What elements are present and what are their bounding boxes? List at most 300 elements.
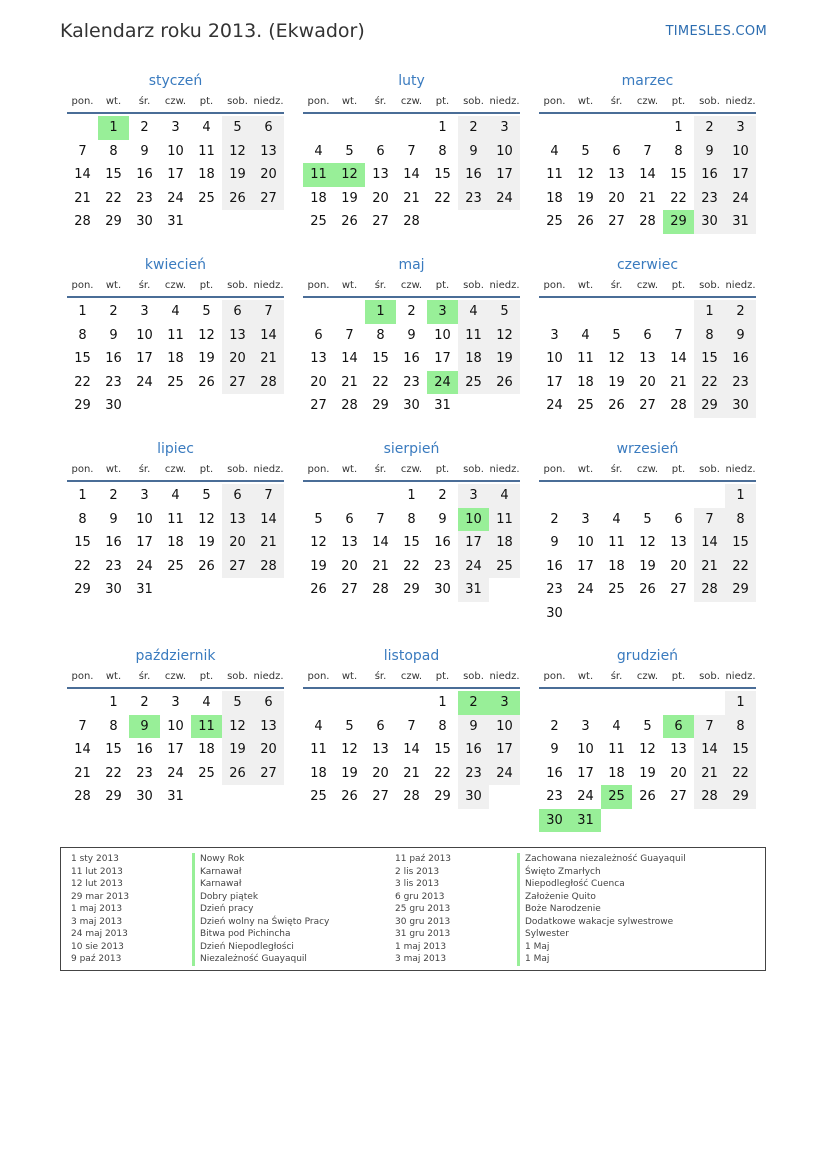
week-row: [303, 140, 520, 164]
holiday-date: 1 maj 2013: [395, 941, 447, 952]
holiday-date: 25 gru 2013: [395, 904, 451, 914]
weekday-label: czw.: [164, 96, 187, 107]
day-cell: 27: [670, 582, 687, 597]
day-cell: 11: [198, 143, 215, 159]
day-cell: 15: [725, 531, 756, 555]
weekday-label: wt.: [577, 671, 594, 682]
day-cell: 20: [222, 347, 253, 371]
week-row: [303, 715, 520, 739]
empty-cell: [334, 300, 365, 324]
day-cell: 14: [253, 508, 284, 532]
week-row: [67, 187, 284, 211]
month-name: kwiecień: [144, 257, 207, 273]
holiday-name: Święto Zmarłych: [517, 866, 686, 879]
day-cell: 27: [608, 214, 625, 229]
day-cell: 3: [171, 695, 180, 710]
empty-cell: [601, 602, 632, 626]
weekday-label: pt.: [199, 464, 214, 475]
week-row: [539, 394, 756, 418]
weekday-label: pt.: [435, 96, 450, 107]
day-cell: 9: [458, 715, 489, 739]
week-row: [539, 300, 756, 324]
day-cell: 9: [109, 511, 118, 527]
month-5: [303, 254, 520, 418]
month-3: [539, 70, 756, 234]
day-cell: 4: [314, 143, 323, 159]
empty-cell: [539, 300, 570, 324]
day-cell: 24: [725, 187, 756, 211]
holiday-name: Niezależność Guayaquil: [192, 953, 329, 966]
day-cell: 20: [639, 374, 656, 390]
day-cell: 25: [198, 190, 215, 206]
weekday-label: sob.: [699, 96, 720, 107]
day-cell: 15: [434, 167, 451, 182]
day-cell: 15: [725, 738, 756, 762]
day-cell: 11: [546, 167, 563, 182]
day-cell: 17: [136, 351, 153, 366]
day-cell: 23: [105, 374, 122, 390]
empty-cell: [191, 210, 222, 234]
day-cell: 29: [74, 398, 91, 413]
day-cell: 7: [407, 143, 416, 159]
weekday-label: pt.: [671, 280, 686, 291]
day-cell: 5: [222, 116, 253, 140]
day-cell: 22: [694, 371, 725, 395]
month-2: [303, 70, 520, 234]
holiday-dates-col-2: [395, 853, 451, 966]
day-cell: 17: [434, 351, 451, 366]
day-cell: 21: [694, 762, 725, 786]
weekday-label: wt.: [105, 464, 122, 475]
day-cell: 28: [253, 555, 284, 579]
month-name: grudzień: [616, 648, 679, 664]
weekday-header: [303, 93, 520, 114]
weekday-header: [67, 668, 284, 689]
day-cell: 22: [670, 190, 687, 206]
day-cell: 20: [253, 163, 284, 187]
day-cell: 23: [136, 765, 153, 781]
week-row: [303, 555, 520, 579]
weekday-label: pt.: [671, 96, 686, 107]
weekday-header: [539, 668, 756, 689]
weekday-label: sob.: [227, 280, 248, 291]
day-cell: 28: [74, 214, 91, 229]
day-cell: 8: [109, 143, 118, 159]
day-cell: 15: [403, 535, 420, 550]
empty-cell: [67, 691, 98, 715]
empty-cell: [365, 691, 396, 715]
day-cell: 16: [546, 765, 563, 781]
day-cell: 17: [577, 558, 594, 574]
day-cell: 10: [577, 742, 594, 757]
empty-cell: [663, 602, 694, 626]
week-row: [303, 578, 520, 602]
weekday-label: niedz.: [253, 96, 284, 107]
day-cell: 23: [458, 187, 489, 211]
day-cell: 9: [550, 535, 559, 550]
day-cell: 15: [74, 535, 91, 550]
day-cell: 27: [372, 214, 389, 229]
month-11: [303, 645, 520, 809]
day-cell: 1: [725, 691, 756, 715]
day-cell: 9: [458, 140, 489, 164]
day-cell: 14: [403, 742, 420, 757]
holiday-day-cell: 11: [191, 715, 222, 739]
week-row: [539, 210, 756, 234]
day-cell: 23: [105, 558, 122, 574]
weekday-label: niedz.: [253, 464, 284, 475]
holiday-date: 9 paź 2013: [71, 954, 122, 964]
day-cell: 8: [78, 511, 87, 527]
empty-cell: [694, 484, 725, 508]
empty-cell: [725, 809, 756, 833]
weekday-label: pt.: [199, 671, 214, 682]
day-cell: 31: [167, 789, 184, 804]
day-cell: 9: [407, 327, 416, 343]
day-cell: 16: [725, 347, 756, 371]
month-8: [303, 438, 520, 602]
empty-cell: [663, 809, 694, 833]
day-cell: 2: [725, 300, 756, 324]
holiday-name: 1 Maj: [517, 953, 686, 966]
empty-cell: [663, 691, 694, 715]
holiday-name: Boże Narodzenie: [517, 903, 686, 916]
day-cell: 9: [694, 140, 725, 164]
week-row: [539, 578, 756, 602]
empty-cell: [539, 484, 570, 508]
day-cell: 23: [694, 187, 725, 211]
day-cell: 14: [341, 351, 358, 366]
day-cell: 25: [198, 765, 215, 781]
holiday-day-cell: 10: [458, 508, 489, 532]
day-cell: 6: [345, 511, 354, 527]
day-cell: 27: [310, 398, 327, 413]
holiday-date: 11 lut 2013: [71, 866, 123, 877]
day-cell: 17: [546, 374, 563, 390]
day-cell: 1: [78, 488, 87, 503]
day-cell: 17: [167, 742, 184, 757]
holiday-list: [60, 847, 766, 971]
day-cell: 24: [136, 558, 153, 574]
day-cell: 7: [407, 718, 416, 734]
site-link[interactable]: TIMESLES.COM: [665, 24, 767, 39]
day-cell: 20: [670, 765, 687, 781]
day-cell: 11: [577, 351, 594, 366]
empty-cell: [253, 578, 284, 602]
holiday-name: Założenie Quito: [517, 891, 686, 904]
empty-cell: [160, 578, 191, 602]
day-cell: 7: [78, 718, 87, 734]
day-cell: 23: [725, 371, 756, 395]
weekday-label: czw.: [636, 96, 659, 107]
week-row: [67, 394, 284, 418]
day-cell: 22: [105, 190, 122, 206]
day-cell: 27: [341, 582, 358, 597]
day-cell: 27: [639, 398, 656, 413]
empty-cell: [489, 578, 520, 602]
day-cell: 4: [489, 484, 520, 508]
day-cell: 12: [222, 715, 253, 739]
day-cell: 9: [109, 327, 118, 343]
day-cell: 21: [403, 190, 420, 206]
empty-cell: [570, 300, 601, 324]
day-cell: 26: [577, 214, 594, 229]
day-cell: 2: [550, 511, 559, 527]
empty-cell: [539, 691, 570, 715]
day-cell: 19: [341, 765, 358, 781]
day-cell: 11: [167, 511, 184, 527]
day-cell: 30: [136, 214, 153, 229]
day-cell: 26: [198, 374, 215, 390]
day-cell: 10: [577, 535, 594, 550]
day-cell: 1: [407, 488, 416, 503]
week-row: [303, 163, 520, 187]
day-cell: 28: [403, 789, 420, 804]
day-cell: 3: [725, 116, 756, 140]
day-cell: 22: [74, 374, 91, 390]
day-cell: 5: [202, 488, 211, 503]
holiday-date: 3 maj 2013: [395, 954, 447, 964]
weekday-header: [67, 461, 284, 482]
empty-cell: [303, 484, 334, 508]
day-cell: 20: [608, 190, 625, 206]
weekday-label: śr.: [138, 280, 151, 291]
empty-cell: [570, 116, 601, 140]
week-row: [303, 762, 520, 786]
day-cell: 24: [167, 765, 184, 781]
day-cell: 12: [577, 167, 594, 182]
weekday-label: pon.: [71, 96, 94, 107]
month-1: [67, 70, 284, 234]
empty-cell: [570, 602, 601, 626]
weekday-label: sob.: [463, 464, 484, 475]
weekday-label: śr.: [138, 464, 151, 475]
day-cell: 16: [434, 535, 451, 550]
day-cell: 6: [643, 327, 652, 343]
day-cell: 19: [198, 351, 215, 366]
week-row: [303, 508, 520, 532]
month-7: [67, 438, 284, 602]
day-cell: 18: [167, 535, 184, 550]
day-cell: 18: [458, 347, 489, 371]
day-cell: 7: [643, 143, 652, 159]
day-cell: 28: [694, 578, 725, 602]
week-row: [539, 531, 756, 555]
month-4: [67, 254, 284, 418]
holiday-date: 11 paź 2013: [395, 854, 452, 864]
day-cell: 12: [639, 742, 656, 757]
month-name: lipiec: [157, 441, 194, 457]
week-row: [539, 715, 756, 739]
month-9: [539, 438, 756, 625]
empty-cell: [334, 484, 365, 508]
day-cell: 10: [489, 140, 520, 164]
day-cell: 22: [372, 374, 389, 390]
day-cell: 19: [222, 163, 253, 187]
day-cell: 25: [310, 214, 327, 229]
empty-cell: [396, 116, 427, 140]
weekday-label: pon.: [307, 464, 330, 475]
day-cell: 13: [253, 715, 284, 739]
day-cell: 29: [725, 785, 756, 809]
month-name: styczeń: [148, 73, 203, 89]
holiday-day-cell: 1: [98, 116, 129, 140]
empty-cell: [67, 116, 98, 140]
day-cell: 28: [694, 785, 725, 809]
day-cell: 24: [577, 789, 594, 804]
weekday-label: sob.: [227, 96, 248, 107]
day-cell: 23: [136, 190, 153, 206]
day-cell: 28: [253, 371, 284, 395]
day-cell: 31: [434, 398, 451, 413]
weekday-label: pon.: [543, 671, 566, 682]
day-cell: 5: [222, 691, 253, 715]
week-row: [67, 531, 284, 555]
weekday-label: śr.: [610, 280, 623, 291]
day-cell: 26: [341, 789, 358, 804]
day-cell: 10: [546, 351, 563, 366]
weekday-label: wt.: [577, 464, 594, 475]
weekday-label: czw.: [636, 280, 659, 291]
day-cell: 25: [489, 555, 520, 579]
day-cell: 20: [670, 558, 687, 574]
empty-cell: [253, 210, 284, 234]
day-cell: 31: [725, 210, 756, 234]
day-cell: 14: [639, 167, 656, 182]
holiday-date: 12 lut 2013: [71, 879, 123, 889]
day-cell: 7: [253, 484, 284, 508]
day-cell: 29: [694, 394, 725, 418]
week-row: [303, 738, 520, 762]
holiday-names-col-1: [192, 853, 329, 966]
week-row: [539, 762, 756, 786]
day-cell: 27: [253, 187, 284, 211]
weekday-label: czw.: [400, 464, 423, 475]
week-row: [67, 555, 284, 579]
week-row: [303, 116, 520, 140]
day-cell: 12: [222, 140, 253, 164]
day-cell: 1: [109, 695, 118, 710]
week-row: [67, 116, 284, 140]
day-cell: 29: [74, 582, 91, 597]
day-cell: 26: [489, 371, 520, 395]
holiday-day-cell: 30: [539, 809, 570, 833]
day-cell: 22: [74, 558, 91, 574]
day-cell: 23: [403, 374, 420, 390]
weekday-label: niedz.: [725, 671, 756, 682]
weekday-label: wt.: [105, 280, 122, 291]
day-cell: 14: [74, 167, 91, 182]
day-cell: 15: [434, 742, 451, 757]
day-cell: 5: [345, 718, 354, 734]
empty-cell: [601, 809, 632, 833]
day-cell: 14: [253, 324, 284, 348]
weekday-label: śr.: [374, 96, 387, 107]
empty-cell: [427, 210, 458, 234]
day-cell: 3: [171, 120, 180, 135]
day-cell: 2: [550, 718, 559, 734]
holiday-day-cell: 29: [663, 210, 694, 234]
day-cell: 21: [403, 765, 420, 781]
empty-cell: [632, 116, 663, 140]
day-cell: 24: [167, 190, 184, 206]
day-cell: 4: [314, 718, 323, 734]
empty-cell: [458, 394, 489, 418]
day-cell: 30: [105, 582, 122, 597]
weekday-label: śr.: [138, 671, 151, 682]
day-cell: 8: [407, 511, 416, 527]
day-cell: 31: [136, 582, 153, 597]
day-cell: 12: [489, 324, 520, 348]
day-cell: 28: [74, 789, 91, 804]
week-row: [67, 508, 284, 532]
week-row: [539, 691, 756, 715]
empty-cell: [601, 691, 632, 715]
day-cell: 8: [438, 718, 447, 734]
day-cell: 28: [341, 398, 358, 413]
day-cell: 2: [140, 120, 149, 135]
day-cell: 30: [546, 605, 563, 621]
day-cell: 1: [438, 120, 447, 135]
holiday-day-cell: 11: [303, 163, 334, 187]
month-name: marzec: [621, 73, 674, 89]
empty-cell: [160, 394, 191, 418]
weekday-label: śr.: [610, 671, 623, 682]
holiday-date: 6 gru 2013: [395, 891, 445, 902]
day-cell: 19: [577, 190, 594, 206]
day-cell: 4: [458, 300, 489, 324]
empty-cell: [365, 116, 396, 140]
day-cell: 9: [140, 143, 149, 159]
day-cell: 7: [674, 327, 683, 343]
day-cell: 7: [694, 508, 725, 532]
day-cell: 24: [136, 374, 153, 390]
day-cell: 6: [674, 511, 683, 527]
empty-cell: [191, 785, 222, 809]
day-cell: 28: [639, 214, 656, 229]
weekday-label: pon.: [543, 96, 566, 107]
weekday-label: czw.: [400, 280, 423, 291]
empty-cell: [632, 691, 663, 715]
holiday-names-col-2: [517, 853, 686, 966]
day-cell: 15: [74, 351, 91, 366]
day-cell: 5: [202, 304, 211, 319]
week-row: [303, 324, 520, 348]
weekday-label: wt.: [105, 96, 122, 107]
day-cell: 11: [458, 324, 489, 348]
day-cell: 4: [612, 718, 621, 734]
empty-cell: [129, 394, 160, 418]
day-cell: 16: [403, 351, 420, 366]
day-cell: 20: [222, 531, 253, 555]
week-row: [539, 555, 756, 579]
day-cell: 3: [140, 304, 149, 319]
day-cell: 20: [372, 765, 389, 781]
week-row: [303, 394, 520, 418]
week-row: [303, 785, 520, 809]
empty-cell: [601, 116, 632, 140]
day-cell: 29: [434, 789, 451, 804]
day-cell: 24: [489, 762, 520, 786]
day-cell: 27: [372, 789, 389, 804]
holiday-name: Dodatkowe wakacje sylwestrowe: [517, 916, 686, 929]
day-cell: 20: [310, 374, 327, 390]
day-cell: 30: [458, 785, 489, 809]
day-cell: 27: [670, 789, 687, 804]
day-cell: 6: [376, 143, 385, 159]
weekday-label: śr.: [138, 96, 151, 107]
day-cell: 15: [372, 351, 389, 366]
